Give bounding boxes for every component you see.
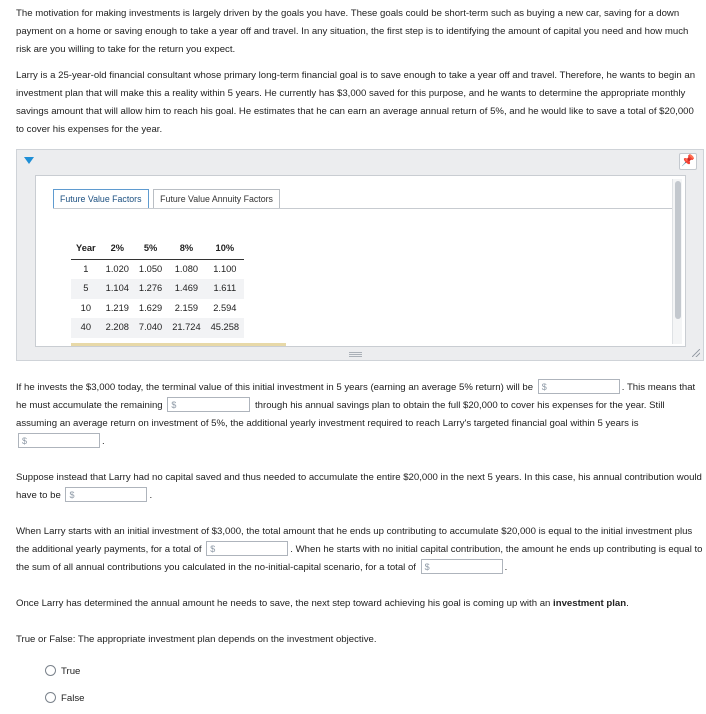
- true-false-question: True or False: The appropriate investment plan depends on the investment objective.: [16, 634, 377, 645]
- table-cell: 2.594: [206, 299, 244, 319]
- annual-contribution-input[interactable]: [65, 487, 147, 502]
- resize-grip-icon[interactable]: [349, 352, 362, 357]
- future-value-factors-table: [71, 239, 244, 338]
- investment-plan-emphasis: investment plan: [553, 598, 627, 609]
- column-header: 10%: [206, 239, 244, 259]
- column-header: 2%: [101, 239, 134, 259]
- radio-button-icon[interactable]: [45, 665, 56, 676]
- radio-button-icon[interactable]: [45, 692, 56, 703]
- table-cell: 1.104: [101, 279, 134, 299]
- table-row: [71, 299, 244, 319]
- question-text: .: [149, 490, 153, 501]
- table-cell: 1.219: [101, 299, 134, 319]
- table-cell: 10: [71, 299, 101, 319]
- table-cell: 2.208: [101, 318, 134, 338]
- table-cell: 1.020: [101, 259, 134, 279]
- table-cell: 1.276: [134, 279, 167, 299]
- table-cell: 1.100: [206, 259, 244, 279]
- intro-paragraph-1: The motivation for making investments is largely driven by the goals you have. These goals could be short-term such as buying a new car, saving for a down payment on a home or saving enough to take a year off and travel. In any situation, the first step is to identifying the amount of capital you need and how much risk are you willing to take for the return you expect.: [16, 8, 689, 55]
- question-text: When Larry starts with an initial investment of $3,000, the total amount that he ends up contributing to accumulate $20,000 is equal to the initial investment plus the additional yearly payments, for a total of: [16, 526, 693, 555]
- scrollbar-thumb[interactable]: [675, 181, 681, 319]
- collapse-triangle-icon[interactable]: [24, 157, 34, 164]
- column-header: Year: [71, 239, 101, 259]
- table-cell: 7.040: [134, 318, 167, 338]
- question-text: .: [102, 436, 105, 447]
- table-bottom-rule: [71, 343, 286, 346]
- tab-future-value-annuity-factors[interactable]: Future Value Annuity Factors: [153, 189, 280, 208]
- option-true[interactable]: [45, 665, 80, 679]
- dollar-sign: $: [424, 561, 430, 572]
- question-text: .: [626, 598, 629, 609]
- dollar-sign: $: [171, 399, 177, 410]
- dollar-sign: $: [22, 435, 28, 446]
- dollar-sign: $: [541, 381, 547, 392]
- question-terminal-value: [16, 379, 704, 451]
- table-row: [71, 318, 244, 338]
- question-text: . This means that he must accumulate the remaining: [16, 382, 696, 411]
- question-total-contribution: [16, 523, 704, 577]
- dollar-sign: $: [69, 489, 75, 500]
- column-header: 5%: [134, 239, 167, 259]
- dollar-sign: $: [210, 543, 216, 554]
- column-header: 8%: [167, 239, 205, 259]
- question-text: Once Larry has determined the annual amount he needs to save, the next step toward achieving his goal is coming up with an: [16, 598, 551, 609]
- resize-corner-icon[interactable]: [692, 349, 700, 357]
- table-cell: 1.080: [167, 259, 205, 279]
- table-cell: 1.629: [134, 299, 167, 319]
- table-cell: 21.724: [167, 318, 205, 338]
- total-no-initial-input[interactable]: [421, 559, 503, 574]
- question-text: If he invests the $3,000 today, the terminal value of this initial investment in 5 years (earning an average 5% return) will be: [16, 382, 534, 393]
- table-row: [71, 259, 244, 279]
- option-label: True: [61, 666, 81, 677]
- table-cell: 1.050: [134, 259, 167, 279]
- tab-future-value-factors[interactable]: Future Value Factors: [53, 189, 149, 208]
- tab-divider: [53, 208, 682, 209]
- terminal-value-input[interactable]: [538, 379, 620, 394]
- table-cell: 1.611: [206, 279, 244, 299]
- pin-icon[interactable]: 📌: [679, 153, 697, 170]
- question-text: . When he starts with no initial capital contribution, the amount he ends up contributing is equal to the sum of all annual contributions you calculated in the no-initial-capital scenario, for a total of: [16, 544, 703, 573]
- option-false[interactable]: [45, 692, 84, 706]
- question-text: Suppose instead that Larry had no capital saved and thus needed to accumulate the entire $20,000 in the next 5 years. In this case, his annual contribution would have to be: [16, 472, 702, 501]
- table-cell: 5: [71, 279, 101, 299]
- factor-table-widget: [16, 149, 704, 361]
- question-text: .: [504, 562, 508, 573]
- table-row: [71, 279, 244, 299]
- option-label: False: [61, 693, 85, 704]
- table-cell: 40: [71, 318, 101, 338]
- investment-plan-statement: [16, 595, 704, 613]
- table-cell: 45.258: [206, 318, 244, 338]
- table-cell: 1.469: [167, 279, 205, 299]
- table-cell: 2.159: [167, 299, 205, 319]
- yearly-investment-input[interactable]: [18, 433, 100, 448]
- panel-scrollbar[interactable]: [672, 179, 682, 344]
- total-with-initial-input[interactable]: [206, 541, 288, 556]
- factor-table-panel: [35, 175, 686, 347]
- intro-paragraph-2: Larry is a 25-year-old financial consultant whose primary long-term financial goal is to save enough to take a year off and travel. Therefore, he wants to begin an investment plan that will make this a reality within 5 years. He currently has $3,000 saved for this purpose, and he wants to determine the appropriate monthly savings amount that will allow him to reach his goal. He estimates that he can earn an average annual return of 5%, and he would like to save a total of $20,000 to cover his expenses for the year.: [16, 70, 696, 135]
- question-text: through his annual savings plan to obtain the full $20,000 to cover his expenses for the year. Still assuming an average return on investment of 5%, the additional yearly investment required to reach Larry's targeted financial goal within 5 years is: [16, 400, 665, 429]
- table-cell: 1: [71, 259, 101, 279]
- remaining-amount-input[interactable]: [167, 397, 250, 412]
- question-no-capital: [16, 469, 704, 505]
- factor-tabs: [53, 189, 282, 209]
